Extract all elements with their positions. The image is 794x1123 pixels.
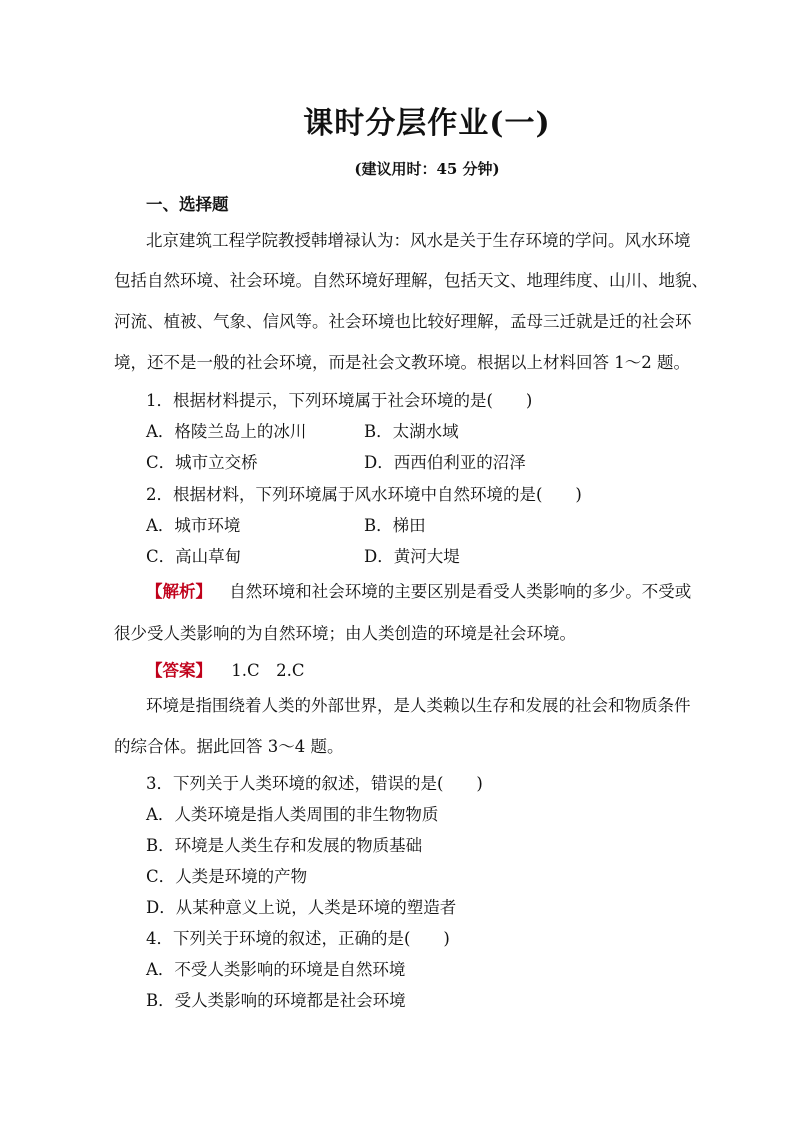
question-1-option-b: B．太湖水域: [364, 422, 459, 441]
question-2-option-c: C．高山草甸: [146, 547, 242, 566]
question-2-options-row1: [146, 515, 426, 537]
answer-1-text: 1.C 2.C: [231, 661, 305, 680]
question-3-option-d: D．从某种意义上说，人类是环境的塑造者: [146, 898, 457, 917]
question-1-option-d: D．西西伯利亚的沼泽: [364, 453, 526, 472]
question-1-options-row1: [146, 421, 459, 443]
analysis-1-text: 自然环境和社会环境的主要区别是看受人类影响的多少。不受或: [229, 582, 692, 601]
analysis-1-line2: 很少受人类影响的为自然环境；由人类创造的环境是社会环境。: [114, 624, 576, 643]
section-heading: 一、选择题: [146, 195, 229, 214]
question-1-stem: 1．根据材料提示，下列环境属于社会环境的是( ): [146, 391, 533, 410]
question-2-option-b: B．梯田: [364, 516, 426, 535]
question-2-stem: 2．根据材料，下列环境属于风水环境中自然环境的是( ): [146, 485, 582, 504]
question-4-option-b: B．受人类影响的环境都是社会环境: [146, 991, 406, 1010]
material1-line1: 北京建筑工程学院教授韩增禄认为：风水是关于生存环境的学问。风水环境: [146, 231, 691, 250]
question-3-option-a: A．人类环境是指人类周围的非生物物质: [146, 805, 439, 824]
page-subtitle: (建议用时：45 分钟): [354, 160, 500, 178]
question-1-options-row2: [146, 452, 526, 474]
answer-1-line: [146, 660, 305, 682]
page-title: 课时分层作业(一): [303, 106, 551, 141]
material2-line1: 环境是指围绕着人类的外部世界，是人类赖以生存和发展的社会和物质条件: [146, 696, 691, 715]
question-4-stem: 4．下列关于环境的叙述，正确的是( ): [146, 929, 450, 948]
question-2-option-d: D．黄河大堤: [364, 547, 460, 566]
material1-line2: 包括自然环境、社会环境。自然环境好理解，包括天文、地理纬度、山川、地貌、: [114, 271, 708, 290]
question-1-option-c: C．城市立交桥: [146, 453, 258, 472]
question-2-options-row2: [146, 546, 460, 568]
question-1-option-a: A．格陵兰岛上的冰川: [146, 422, 307, 441]
material1-line3: 河流、植被、气象、信风等。社会环境也比较好理解，孟母三迁就是迁的社会环: [114, 312, 692, 331]
analysis-tag: 【解析】: [146, 582, 212, 601]
analysis-1-line1: [146, 581, 691, 603]
question-4-option-a: A．不受人类影响的环境是自然环境: [146, 960, 406, 979]
question-3-option-c: C．人类是环境的产物: [146, 867, 308, 886]
material2-line2: 的综合体。据此回答 3～4 题。: [114, 737, 344, 756]
answer-tag: 【答案】: [146, 661, 212, 680]
material1-line4: 境，还不是一般的社会环境，而是社会文教环境。根据以上材料回答 1～2 题。: [114, 353, 690, 372]
question-2-option-a: A．城市环境: [146, 516, 241, 535]
question-3-stem: 3．下列关于人类环境的叙述，错误的是( ): [146, 774, 483, 793]
question-3-option-b: B．环境是人类生存和发展的物质基础: [146, 836, 423, 855]
